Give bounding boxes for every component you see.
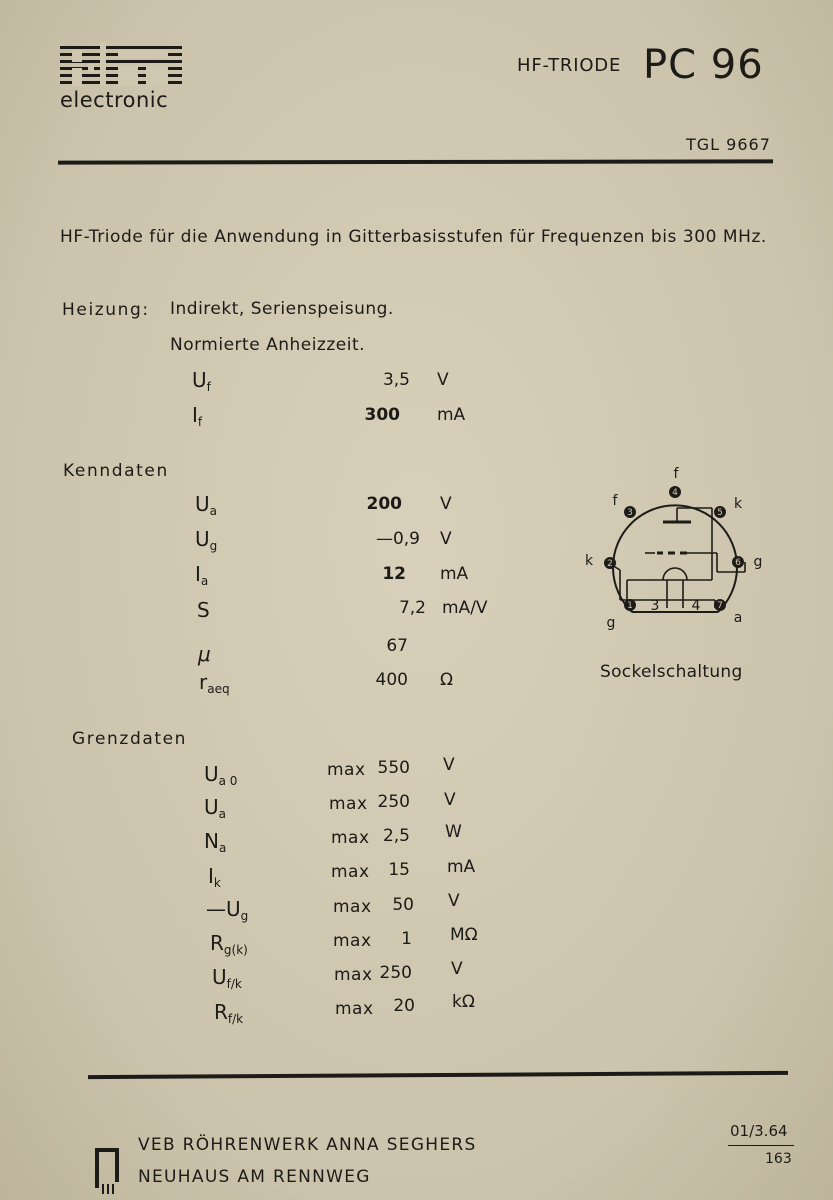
rft-logo — [58, 42, 188, 86]
param-symbol: $N_a$ — [204, 829, 227, 855]
heizung-text: Indirekt, Serienspeisung. — [170, 299, 394, 319]
param-value: 2,5 — [382, 826, 410, 846]
param-value: —0,9 — [375, 529, 420, 549]
max-label: max — [334, 965, 373, 985]
footer-rule — [88, 1071, 788, 1079]
max-label: max — [329, 794, 368, 814]
param-unit: mA — [447, 857, 476, 877]
issue-date: 01/3.64 — [730, 1122, 788, 1140]
param-unit: V — [448, 891, 460, 911]
param-unit: V — [440, 494, 452, 514]
max-label: max — [335, 999, 374, 1019]
pin-number: 5 — [717, 508, 723, 518]
param-symbol: $U_{a 0}$ — [204, 762, 238, 788]
param-unit: kΩ — [452, 992, 475, 1012]
param-value: 400 — [375, 670, 408, 690]
grenzdaten-label: Grenzdaten — [72, 729, 188, 749]
max-label: max — [327, 760, 366, 780]
param-value: 3,5 — [382, 370, 410, 390]
param-unit: V — [440, 529, 452, 549]
tube-type: HF-TRIODE — [517, 55, 622, 76]
param-unit: mA — [440, 564, 469, 584]
pin-label: k — [584, 553, 594, 569]
pin-number: 7 — [717, 601, 723, 611]
param-unit: V — [437, 370, 449, 390]
page-number: 163 — [765, 1151, 792, 1167]
date-rule — [728, 1145, 794, 1146]
param-value: 1 — [401, 929, 412, 949]
param-symbol: $r_{aeq}$ — [199, 670, 230, 696]
max-label: max — [333, 931, 372, 951]
pin-label: g — [753, 554, 763, 570]
param-value: 67 — [386, 636, 408, 656]
tube-name: PC 96 — [643, 42, 764, 88]
socket-diagram — [575, 460, 775, 640]
manufacturer-location: NEUHAUS AM RENNWEG — [138, 1167, 371, 1187]
pin-number: 3 — [627, 508, 633, 518]
logo-subtitle: electronic — [60, 88, 169, 112]
param-symbol: $U_{f/k}$ — [212, 965, 242, 991]
param-symbol: $I_k$ — [208, 864, 221, 890]
param-symbol: $—U_g$ — [206, 897, 249, 923]
param-value: 300 — [364, 405, 400, 425]
anheizzeit-note: Normierte Anheizzeit. — [170, 335, 366, 355]
pin-number-inner: 3 — [650, 598, 660, 614]
param-value: 7,2 — [398, 598, 426, 618]
param-value: 250 — [379, 963, 412, 983]
heizung-label: Heizung: — [62, 300, 150, 320]
param-symbol: $I_f$ — [192, 403, 203, 429]
param-symbol: S — [197, 598, 210, 622]
param-value: 550 — [377, 758, 410, 778]
pin-number-inner: 4 — [691, 598, 701, 614]
pin-label: g — [606, 615, 616, 631]
param-unit: V — [443, 755, 455, 775]
param-symbol: $U_a$ — [204, 795, 226, 821]
manufacturer-name: VEB RÖHRENWERK ANNA SEGHERS — [138, 1135, 477, 1155]
header-rule — [58, 159, 773, 164]
tube-electrodes — [607, 508, 745, 608]
param-symbol: μ — [198, 642, 211, 666]
param-symbol: $R_{f/k}$ — [214, 1000, 244, 1026]
param-unit: Ω — [440, 670, 453, 690]
param-value: 20 — [393, 996, 415, 1016]
param-symbol: $U_a$ — [195, 492, 217, 518]
param-symbol: $R_{g(k)}$ — [210, 931, 248, 957]
param-symbol: $U_g$ — [195, 527, 218, 553]
param-unit: W — [445, 822, 462, 842]
param-unit: mA — [437, 405, 466, 425]
pin-label: a — [733, 610, 743, 626]
kenndaten-label: Kenndaten — [63, 461, 169, 481]
socket-caption: Sockelschaltung — [600, 662, 743, 682]
intro-text: HF-Triode für die Anwendung in Gitterbasisstufen für Frequenzen bis 300 MHz. — [60, 227, 767, 247]
param-symbol: $U_f$ — [192, 368, 211, 394]
param-unit: V — [451, 959, 463, 979]
pin-label: f — [673, 466, 679, 482]
pin-number: 6 — [735, 558, 741, 568]
factory-logo-icon — [92, 1140, 126, 1196]
pin-number: 1 — [627, 601, 633, 611]
param-unit: mA/V — [442, 598, 488, 618]
pin-label: k — [733, 496, 743, 512]
param-value: 250 — [377, 792, 410, 812]
max-label: max — [331, 862, 370, 882]
standard-number: TGL 9667 — [686, 135, 771, 154]
param-value: 15 — [388, 860, 410, 880]
param-value: 12 — [382, 564, 406, 584]
param-unit: V — [444, 790, 456, 810]
param-unit: MΩ — [450, 925, 478, 945]
max-label: max — [333, 897, 372, 917]
pin-label: f — [612, 493, 618, 509]
param-value: 50 — [392, 895, 414, 915]
pin-number: 4 — [672, 488, 678, 498]
max-label: max — [331, 828, 370, 848]
param-symbol: $I_a$ — [195, 562, 209, 588]
param-value: 200 — [366, 494, 402, 514]
pin-number: 2 — [607, 559, 613, 569]
